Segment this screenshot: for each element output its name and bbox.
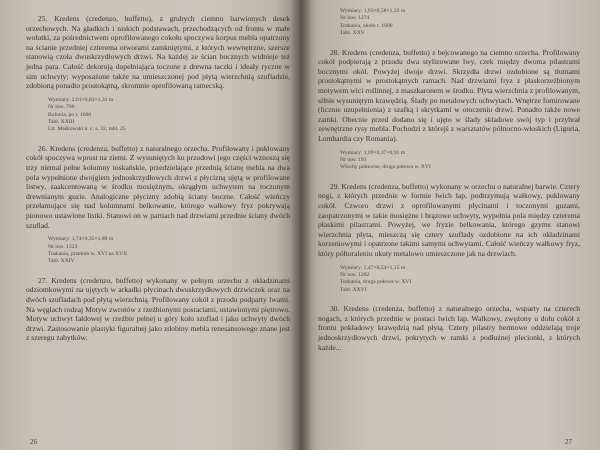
meta-line: Wymiary: 1,93×0,58×1,23 m — [340, 8, 406, 14]
meta-line: Lit. Maśkowski n. c. s. 32, tabl. 25 — [48, 126, 126, 133]
page-number-right: 27 — [565, 438, 572, 446]
entry-text: 28. Kredens (credenza, buffetto) z bejcowanego na ciemno orzecha. Profilowany cokół podpierają z przodu dwa stylizowane lwy, czek między dwoma pilastrami bocznymi okół. Powyżej dwoje drzwi. Skrzydła drzwi ozdobione są tłumami prostokątnymi w prostokątnych ramach. Nad drzwiami fryz z płaskorzeźbionym motywem wici roślinnej, z maszkaronem w środku. Płyta wierzchnia z profilowanym, silnie wysuniętym krawędzią. Ślady po metalowych uchwytach. Wnętrze fornirowane (licznie uzupełnienia) z szafką i skrytkami w otoczeniu drzwi. Ponadto także nowe zamki. Obecnie przed dodano się i ujęto w ślady składowe swój typ i przybrał zewnętrzne rysy mebla. Pochodzi z którejś z warsztatów północno-włoskich (Liguria, Lombardia czy Romania). — [318, 47, 580, 143]
entry-28 — [318, 48, 580, 172]
meta-line: Tabl. XXIV — [48, 258, 75, 265]
entry-meta — [340, 150, 580, 172]
meta-line: Toskania, około r. 1600 — [340, 22, 393, 29]
meta-line: Wymiary: 1,09×0,37×0,91 m — [340, 149, 406, 156]
meta-line: Tabl. XXIII — [48, 118, 75, 125]
entry-26 — [26, 144, 290, 266]
entry-meta-top — [340, 8, 580, 38]
entry-29 — [318, 182, 580, 294]
meta-line: Wymiary: 2,01×0,83×1,31 m — [48, 96, 114, 103]
meta-line: Nr inw. 796 — [48, 104, 75, 111]
entry-text: 30. Kredens (credenza, buffetto) z naturalnego orzecha, wsparty na czterech nogach, z których przednie w postaci lwich łap. Wałkowy, zwężony u dołu cokół z frontu pokładowy krawędzią nad płytą. Cztery pilastry hermowe oddzielają troje jednoskrzydłowych drzwi, pokrytych w ramki z podłużnej plecionki, z których każde... — [318, 304, 580, 352]
entry-27 — [26, 276, 290, 343]
meta-line: Włochy północne, druga połowa w. XVI — [340, 164, 431, 171]
entry-text: 29. Kredens (credenza, buffetto) wykonany w orzechu o naturalnej barwie. Cztery nogi, z których przednie w formie lwich łap, podtrzymują wałkowy, puklowany cokół. Czworo drzwi z oprofilowanymi płycinami i toczonymi guzami, zaopatrzonymi w takie mosiężne i brązowe uchwyty, wypełnia pola między czterema płaskimi pilastrami. Powyżej, we fryzie belkowania, którego gzyms stanowi wierzchnia płyta, mieszczą się cztery szuflady ozdobione na ich okładzinami korzeniowymi i opatrzone takimi samymi uchwytami. Całość wieńczy wałkowy fryz, który półtoraleniu ukuty metalowo umieszczone jak na drzwiach. — [318, 181, 580, 258]
entry-meta — [48, 236, 290, 266]
page-number-left: 26 — [30, 438, 37, 446]
entry-text: 26. Kredens (credenza, buffetto) z naturalnego orzecha. Profilowany i puklowany cokół spoczywa wprost na ziemi. Z wysuniętych ku przodowi jego części wznoszą się trzy niemal pełne kolumny toskańskie, przedzielające przednią ścianę mebla na dwa pola wypełnione dwojgiem jednoskrzydłowych drzwi z płycizną ujętą w profilowane listwy, zaakcentowaną w środku mosiężnym, okrągłym uchwytem na toczonym drewnianym guzie. Analogiczne płycizny zdobią ściany boczne. Całość wieńczy przełamujące się nad kolumnami belkowanie, którego wałkowy fryz pokrywają pionowo ustawione listki. Stanowi on w partiach nad drzwiami przednie ściany dwóch szuflad. — [26, 143, 290, 230]
entry-25 — [26, 14, 290, 134]
meta-line: Bolonia, po r. 1600 — [48, 111, 92, 118]
meta-line: Wymiary: 1,74×0,35×1,89 m — [48, 236, 114, 243]
meta-line: Nr inw. 1274 — [340, 15, 370, 22]
meta-line: Toskania, druga połowa w. XVI — [340, 279, 412, 286]
entry-text: 25. Kredens (credenzo, buffetto), z grubych ciemno barwionych desek orzechowych. Na gładkich i niskich podstawach, przechodzących od frontu w małe wolutki, za pośrednictwem oprofilowanego cokołu spoczywa korpus mebla opatrzony na ścianie przedniej czterema otworami zamkniętymi, z których wewnętrzne, szersze stanowią czoła dwuskrzydłowych drzwi. Na każdej ze ścian bocznych widnieje też jedna para. Całość dekorują dopełniająca toczone z drewna taczki i ideały ryczne w sim uchwyty; wyposażone także na umieszczonej pod płytą wierzchnią szufladzie, zdobioną ponadto prostokątną, skromnie oprofilowaną ramecską. — [26, 14, 290, 91]
meta-line: Tabl. XXVI — [340, 286, 367, 293]
meta-line: Nr inw. 1323 — [48, 243, 78, 250]
meta-line: Toskania, przełom w. XVI na XVII — [48, 250, 127, 257]
meta-line: Nr inw. 1282 — [340, 271, 370, 278]
right-page — [300, 0, 600, 450]
entry-text: 27. Kredens (credenzo, buffetto) wykonany w pełnym orzechu z okładzinami odziomkowymi na ujętych w arkadki płycinach dwuskrzydłowych drzwiczek oraz na dwóch szufladach pod płytą wierzchnią. Profilowany cokół z przodu podparty lwami. Na węgłach rodzaj Motyw zwrotów z rzeźbionymi postaciami, ustawionymi piętrowo. Motyw uchwyt fałdowej w rzeźbie pełnej u góry koło szuflad i jako uchwyty dwóch drzwi. Zastosowanie plastyki figuralnej jako zdobiny mebla renesansowego znane jest z szeregu zabytków. — [26, 275, 290, 343]
entry-meta — [48, 97, 290, 134]
meta-line: Nr inw. 193 — [340, 156, 367, 163]
meta-line: Wymiary: 2,47×0,54×1,15 m — [340, 264, 406, 271]
entry-30 — [318, 304, 580, 352]
meta-line: Tabl. XXV — [340, 30, 365, 37]
entry-meta — [340, 265, 580, 295]
